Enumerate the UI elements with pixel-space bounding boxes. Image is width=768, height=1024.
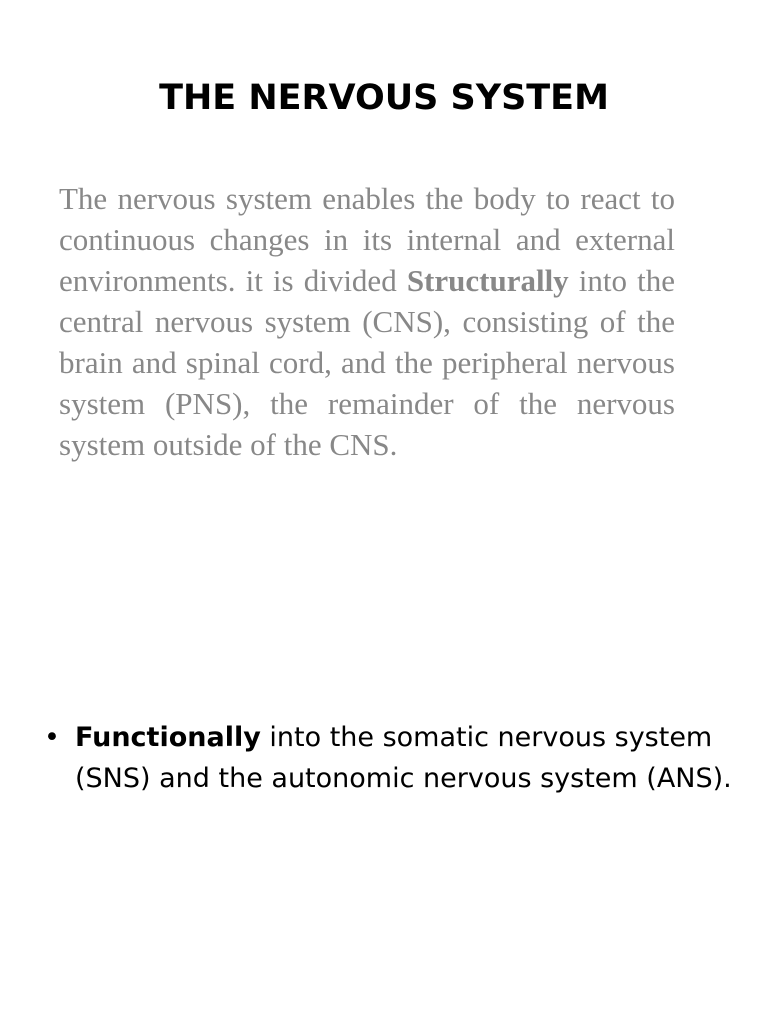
bullet-list — [44, 717, 734, 799]
paragraph-rest-text: into the central nervous system (CNS), consisting of the brain and spinal cord, and the peripheral nervous system (PNS), the remainder of the nervous system outside of the CNS. — [59, 263, 675, 462]
functionally-emphasis: Functionally — [75, 722, 261, 753]
structurally-emphasis: Structurally — [406, 263, 569, 298]
bullet-rest-text: into the somatic nervous system (SNS) and the autonomic nervous system (ANS). — [75, 722, 732, 794]
intro-paragraph — [59, 178, 675, 465]
slide-title: THE NERVOUS SYSTEM — [159, 78, 609, 118]
bullet-item-functionally — [44, 717, 734, 799]
bullet-dot-icon: • — [44, 722, 60, 753]
paragraph-intro-text: The nervous system enables the body to react to continuous changes in its internal and external environments. it is divided — [59, 181, 675, 298]
